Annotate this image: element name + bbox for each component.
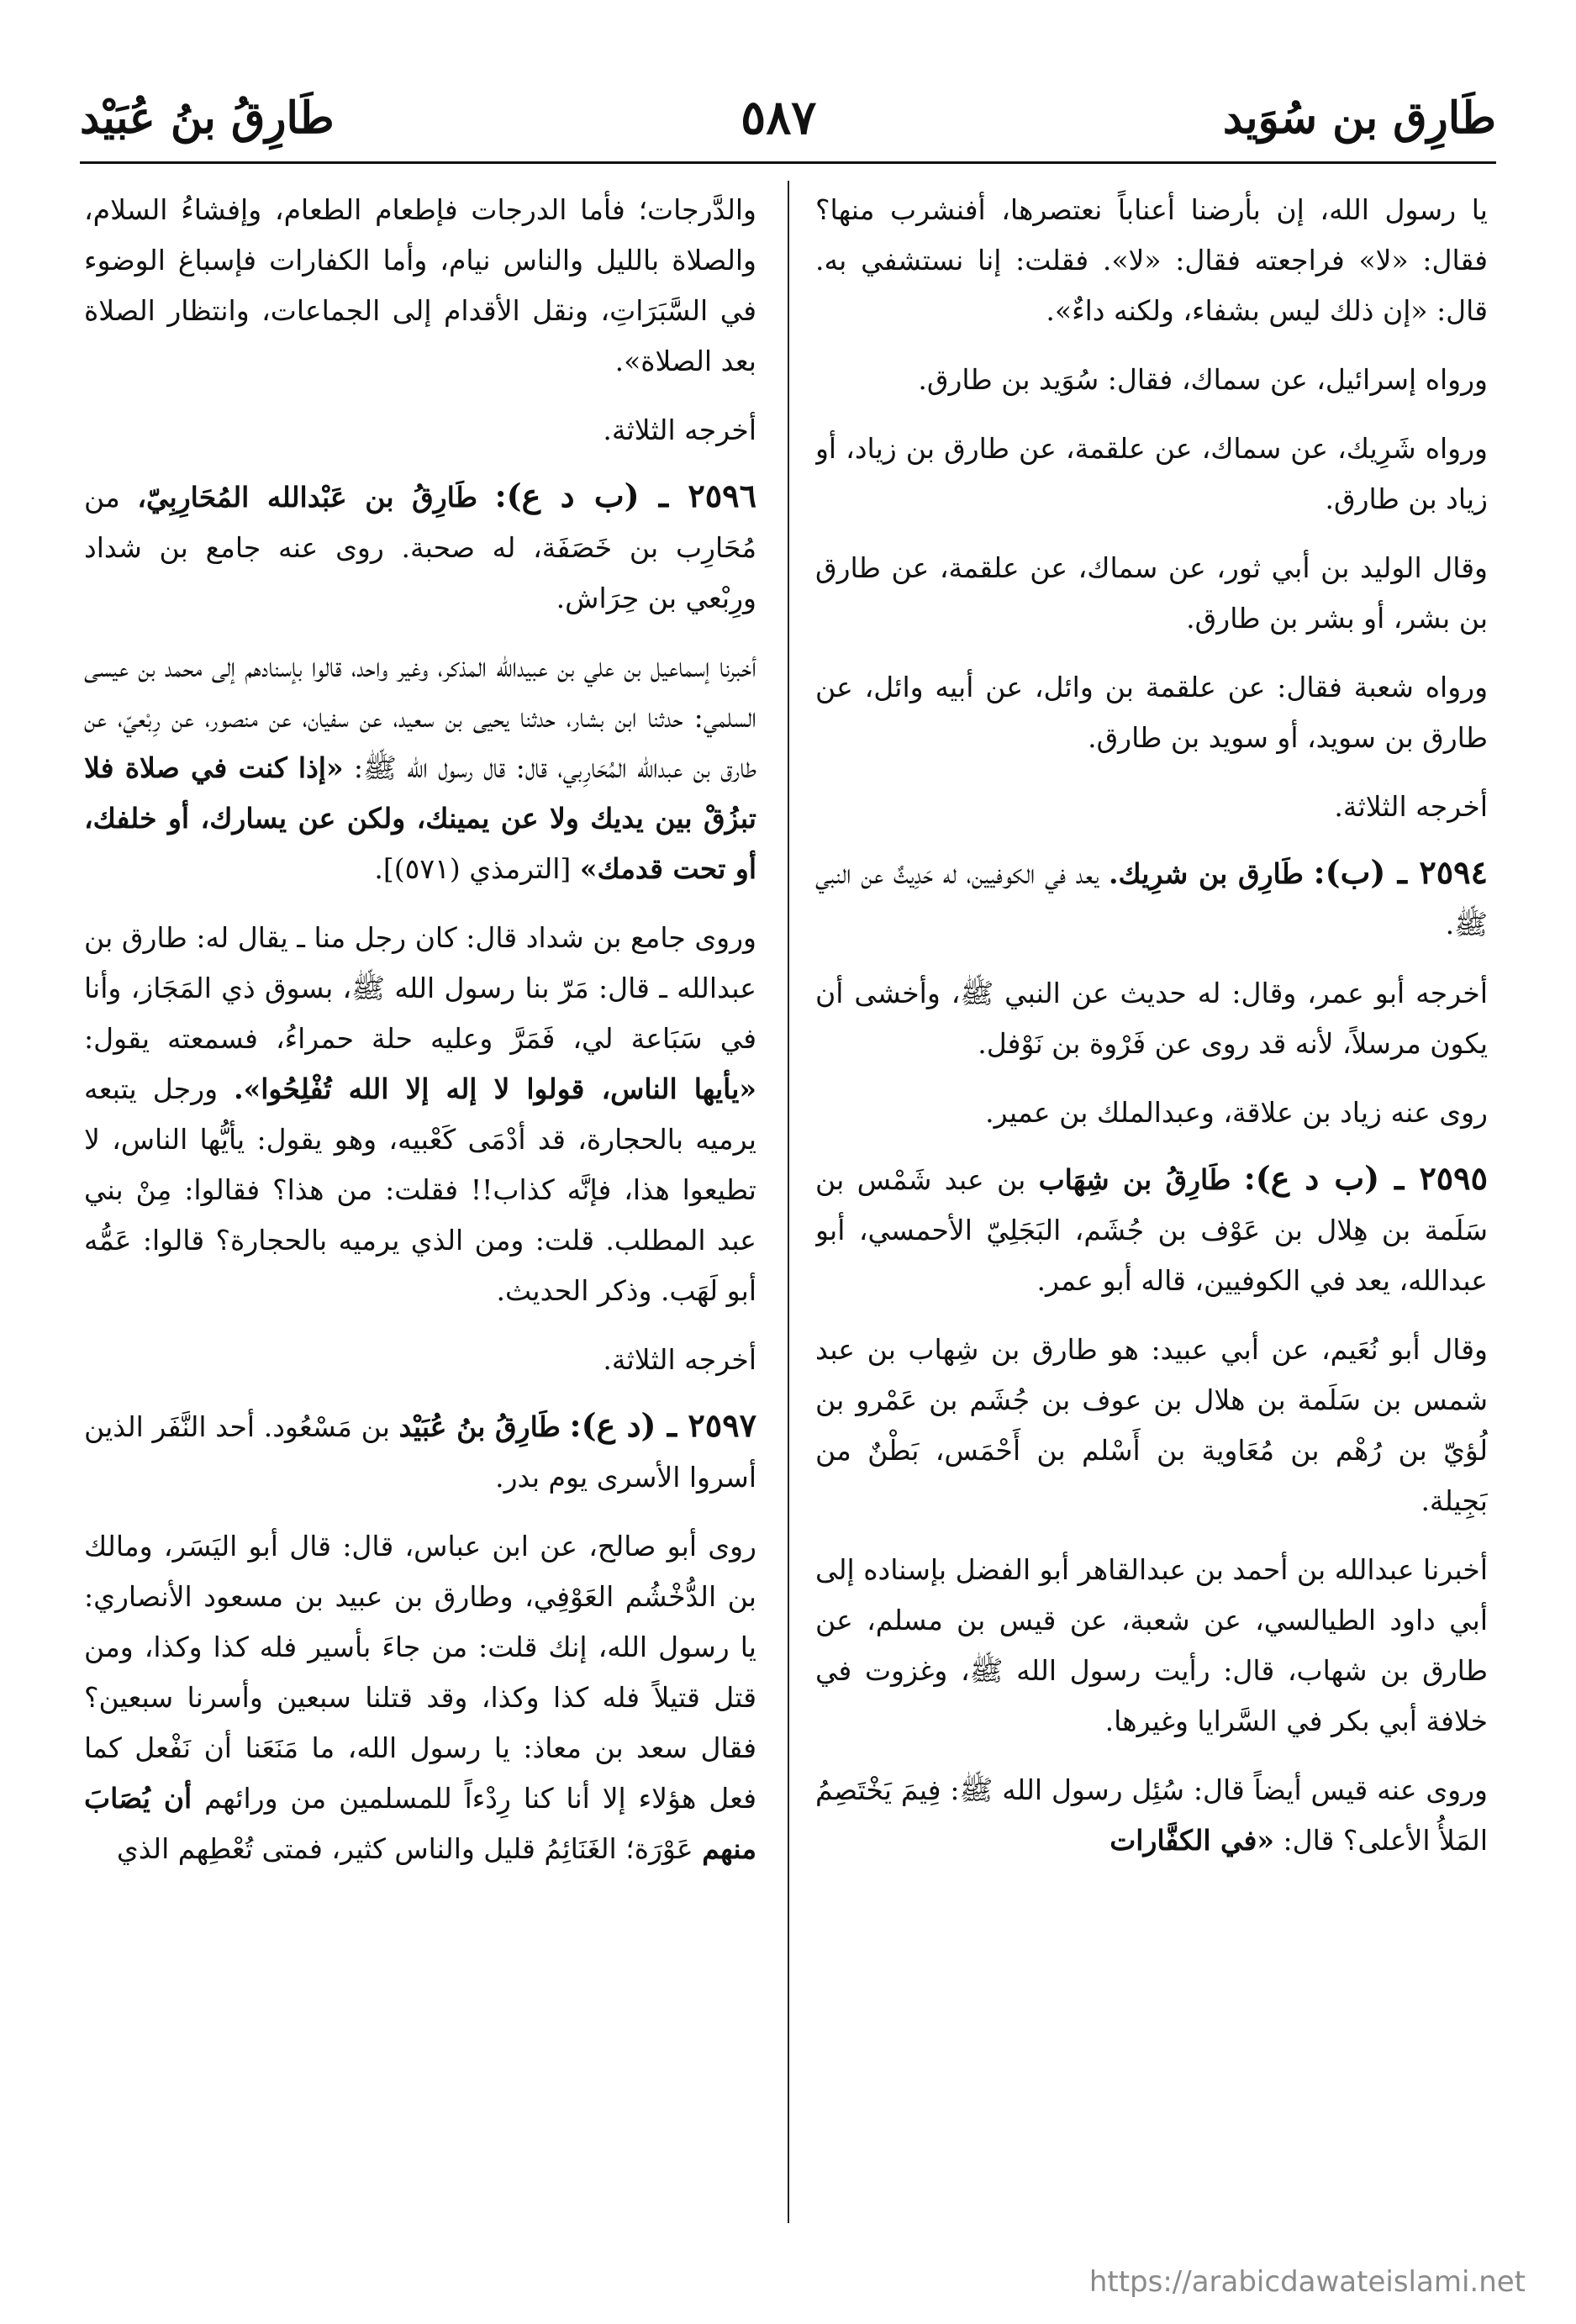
text-run: ورجل يتبعه يرميه بالحجارة، قد أدْمَى كَعْبيه، وهو يقول: يأيُّها الناس، لا تطيعوا هذا، فإنَّه كذاب!! فقلت: من هذا؟ فقالوا: مِنْ بني عبد المطلب. قلت: ومن الذي يرميه بالحجارة؟ قالوا: عَمُّه أبو لَهَب. وذكر الحديث. [84, 1072, 756, 1307]
text-run: روى أبو صالح، عن ابن عباس، قال: قال أبو اليَسَر، ومالك بن الدُّخْشُم العَوْفِي، وطارق بن عبيد بن مسعود الأنصاري: يا رسول الله، إنك قلت: من جاءَ بأسير فله كذا وكذا، ومن قتل قتيلاً فله كذا وكذا، وقد قتلنا سبعين وأسرنا سبعين؟ فقال سعد بن معاذ: يا رسول الله، ما مَنَعَنا أن نَفْعل كما فعل هؤلاء إلا أنا كنا رِدْءاً للمسلمين من ورائهم [84, 1530, 756, 1815]
watermark-url: https://arabicdawateislami.net [1088, 2265, 1526, 2299]
entry-number: ٢٥٩٧ ـ (د ع): [569, 1406, 756, 1444]
hadith-quote: «في الكفَّارات [1110, 1824, 1274, 1857]
paragraph: ورواه شعبة فقال: عن علقمة بن وائل، عن أبيه وائل، عن طارق بن سويد، أو سويد بن طارق. [815, 671, 1488, 754]
text-run: عَوْرَة؛ الغَنَائِمُ قليل والناس كثير، فمتى تُعْطِهم الذي [116, 1832, 693, 1865]
left-column [84, 185, 756, 2219]
text-run: وروى جامع بن شداد قال: كان رجل منا ـ يقال له: طارق بن عبدالله ـ قال: مَرّ بنا رسول الله ﷺ، بسوق ذي المَجَاز، وأنا في سَبَاعة لي، فَمَرَّ وعليه حلة حمراءُ، فسمعته يقول: [84, 921, 756, 1055]
entry-text: بن مَسْعُود. أحد النَّفَر الذين أسروا الأسرى يوم بدر. [84, 1410, 756, 1494]
paragraph [815, 1765, 1488, 1866]
paragraph: وقال أبو نُعَيم، عن أبي عبيد: هو طارق بن شِهاب بن عبد شمس بن سَلَمة بن هلال بن عوف بن جُشَم بن عَمْرو بن لُؤيّ بن رُهْم بن مُعَاوية بن أَسْلم بن أَحْمَس، بَطْنٌ من بَجِيلة. [815, 1333, 1488, 1517]
text-run: وروى عنه قيس أيضاً قال: سُئِل رسول الله ﷺ: فِيمَ يَخْتَصِمُ المَلأُ الأعلى؟ قال: [815, 1773, 1488, 1857]
hadith-quote: «إذا كنت في صلاة فلا تبزُقْ بين يديك ولا عن يمينك، ولكن عن يسارك، أو خلفك، أو تحت قدمك» [84, 751, 756, 885]
emphasis: أن يُصَابَ منهم [84, 1782, 756, 1865]
entry-2594 [815, 847, 1488, 950]
entry-2597 [84, 1400, 756, 1503]
paragraph [84, 1521, 756, 1874]
page-header [80, 84, 1496, 151]
entry-2595 [815, 1153, 1488, 1306]
entry-number: ٢٥٩٤ ـ (ب): [1313, 853, 1488, 891]
entry-text: يعد في الكوفيين، له حَدِيثٌ عن النبي ﷺ. [815, 857, 1488, 941]
entry-text: بن عبد شَمْس بن سَلَمة بن هِلال بن عَوْف بن جُشَم، البَجَلِيّ الأحمسي، أبو عبدالله، يعد في الكوفيين، قاله أبو عمر. [815, 1163, 1488, 1297]
header-rule [80, 161, 1496, 164]
entry-text: من مُحَارِب بن خَصَفَة، له صحبة. روى عنه جامع بن شداد ورِبْعي بن حِرَاش. [84, 481, 756, 614]
paragraph: أخرجه الثلاثة. [603, 414, 756, 446]
paragraph: ورواه إسرائيل، عن سماك، فقال: سُوَيد بن طارق. [918, 363, 1488, 396]
paragraph [84, 913, 756, 1316]
paragraph: أخرجه الثلاثة. [603, 1343, 756, 1376]
citation: [الترمذي (٥٧١)]. [374, 852, 572, 885]
running-title-left: طَارِقُ بنُ عُبَيْد [80, 92, 335, 144]
entry-name: طَارِقُ بن عَبْدالله المُحَارِبِيّ، [137, 481, 478, 514]
entry-name: طَارِقُ بن شِهَاب [1038, 1163, 1231, 1196]
column-divider [788, 181, 789, 2223]
paragraph: يا رسول الله، إن بأرضنا أعناباً نعتصرها، أفنشرب منها؟ فقال: «لا» فراجعته فقال: «لا». فقلت: إنا نستشفي به. قال: «إن ذلك ليس بشفاء، ولكنه داءٌ». [815, 193, 1488, 327]
entry-name: طَارِقُ بنُ عُبَيْد [398, 1410, 561, 1443]
page-number: ٥٨٧ [741, 90, 817, 145]
hadith-quote: والدَّرجات؛ فأما الدرجات فإطعام الطعام، وإفشاءُ السلام، والصلاة بالليل والناس نيام، وأما الكفارات فإسباغ الوضوء في السَّبَرَاتِ، ونقل الأقدام إلى الجماعات، وانتظار الصلاة بعد الصلاة». [84, 193, 756, 377]
right-column [815, 185, 1488, 2219]
running-title-right: طَارِق بن سُوَيد [1222, 92, 1496, 144]
paragraph: أخرجه الثلاثة. [1334, 790, 1488, 823]
entry-2596 [84, 471, 756, 624]
entry-number: ٢٥٩٥ ـ (ب د ع): [1243, 1159, 1488, 1197]
hadith-quote: «يأيها الناس، قولوا لا إله إلا الله تُفْلِحُوا». [234, 1072, 756, 1105]
entry-number: ٢٥٩٦ ـ (ب د ع): [494, 477, 756, 514]
paragraph: أخبرنا عبدالله بن أحمد بن عبدالقاهر أبو الفضل بإسناده إلى أبي داود الطيالسي، عن شعبة، عن قيس بن مسلم، عن طارق بن شهاب، قال: رأيت رسول الله ﷺ، وغزوت في خلافة أبي بكر في السَّرايا وغيرها. [815, 1553, 1488, 1737]
text-run: أخبرنا إسماعيل بن علي بن عبيدالله المذكر، وغير واحد، قالوا بإسنادهم إلى محمد بن عيسى السلمي: حدثنا ابن بشار، حدثنا يحيى بن سعيد، عن سفيان، عن منصور، عن رِبْعيّ، عن طارق بن عبدالله المُحَارِبي، قال: قال رسول الله ﷺ: [84, 651, 756, 784]
entry-name: طَارِق بن شرِيك. [1108, 857, 1304, 890]
paragraph: أخرجه أبو عمر، وقال: له حديث عن النبي ﷺ، وأخشى أن يكون مرسلاً، لأنه قد روى عن فَرْوة بن نَوْفل. [815, 977, 1488, 1060]
paragraph [84, 642, 756, 894]
paragraph: ورواه شَرِيك، عن سماك، عن علقمة، عن طارق بن زياد، أو زياد بن طارق. [815, 432, 1488, 515]
paragraph: روى عنه زياد بن علاقة، وعبدالملك بن عمير. [985, 1096, 1488, 1129]
paragraph: وقال الوليد بن أبي ثور، عن سماك، عن علقمة، عن طارق بن بشر، أو بشر بن طارق. [815, 551, 1488, 635]
